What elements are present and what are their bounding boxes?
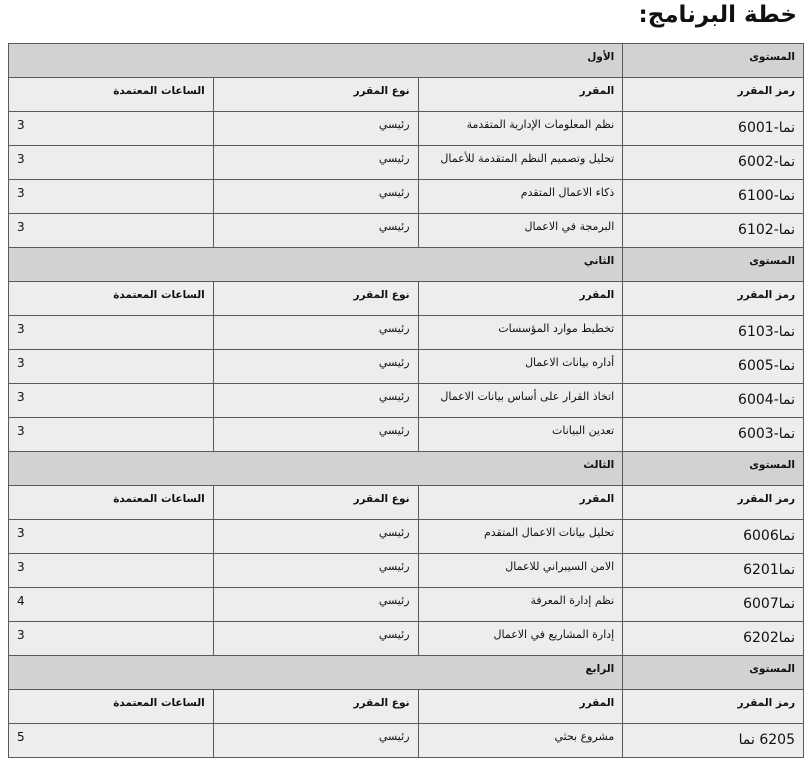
col-header-type: نوع المقرر [353,697,410,709]
level-name-cell [9,44,623,78]
course-code: نما-6103 [738,324,795,340]
table-row [9,418,804,452]
course-type: رئيسي [378,118,410,131]
course-code-cell [623,724,804,758]
credit-hours-cell [9,180,214,214]
level-name-cell [9,656,623,690]
course-type: رئيسي [378,322,410,335]
course-type: رئيسي [378,356,410,369]
table-row [9,520,804,554]
course-name: تعدين البيانات [552,424,615,437]
col-header-course-cell [418,690,623,724]
col-header-course: المقرر [579,85,615,97]
course-code: 6205 نما [738,732,795,748]
header-row [9,486,804,520]
col-header-course-cell [418,78,623,112]
course-type-cell [213,316,418,350]
course-type-cell [213,146,418,180]
course-type: رئيسي [378,730,410,743]
col-header-course: المقرر [579,493,615,505]
col-header-code: رمز المقرر [737,289,795,301]
course-code-cell [623,214,804,248]
credit-hours: 3 [17,390,25,404]
credit-hours-cell [9,112,214,146]
credit-hours-cell [9,214,214,248]
course-code-cell [623,622,804,656]
credit-hours: 5 [17,730,25,744]
col-header-hours-cell [9,486,214,520]
credit-hours: 3 [17,628,25,642]
table-row [9,350,804,384]
course-code-cell [623,520,804,554]
course-type-cell [213,520,418,554]
level-label: المستوى [749,459,795,471]
course-name-cell [418,316,623,350]
course-type-cell [213,622,418,656]
course-name: نظم المعلومات الإدارية المتقدمة [466,118,615,131]
course-code-cell [623,180,804,214]
credit-hours: 3 [17,560,25,574]
col-header-course-cell [418,282,623,316]
credit-hours-cell [9,350,214,384]
level-label-cell [623,248,804,282]
col-header-type-cell [213,282,418,316]
credit-hours: 3 [17,526,25,540]
credit-hours-cell [9,316,214,350]
course-name: ذكاء الاعمال المتقدم [520,186,615,199]
course-name-cell [418,554,623,588]
credit-hours: 4 [17,594,25,608]
course-type-cell [213,554,418,588]
course-code-cell [623,384,804,418]
course-name: أداره بيانات الاعمال [525,356,615,369]
col-header-type-cell [213,690,418,724]
course-name: تخطيط موارد المؤسسات [498,322,615,335]
course-code: نما6202 [743,630,795,646]
level-name: الثاني [583,255,615,267]
course-name: الامن السيبراني للاعمال [505,560,615,573]
course-type-cell [213,588,418,622]
course-code: نما6007 [743,596,795,612]
col-header-hours-cell [9,78,214,112]
table-row [9,112,804,146]
course-type: رئيسي [378,424,410,437]
course-name: البرمجة في الاعمال [524,220,615,233]
course-name-cell [418,588,623,622]
credit-hours-cell [9,384,214,418]
col-header-code: رمز المقرر [737,85,795,97]
col-header-type-cell [213,486,418,520]
level-name: الثالث [583,459,615,471]
credit-hours-cell [9,520,214,554]
table-row [9,146,804,180]
course-type-cell [213,180,418,214]
level-name-cell [9,248,623,282]
course-code-cell [623,350,804,384]
course-name-cell [418,622,623,656]
table-row [9,214,804,248]
credit-hours: 3 [17,186,25,200]
table-row [9,384,804,418]
course-code-cell [623,316,804,350]
table-row [9,180,804,214]
credit-hours-cell [9,588,214,622]
course-name: اتخاذ القرار على أساس بيانات الاعمال [440,390,615,403]
level-row [9,452,804,486]
credit-hours: 3 [17,356,25,370]
course-type: رئيسي [378,152,410,165]
level-row [9,248,804,282]
level-name: الرابع [585,663,615,675]
course-name-cell [418,418,623,452]
col-header-code-cell [623,690,804,724]
level-label: المستوى [749,51,795,63]
course-code: نما-6004 [738,392,795,408]
course-code: نما-6002 [738,154,795,170]
course-type-cell [213,214,418,248]
header-row [9,78,804,112]
col-header-type: نوع المقرر [353,493,410,505]
course-name: تحليل وتصميم النظم المتقدمة للأعمال [440,152,615,165]
course-name: إدارة المشاريع في الاعمال [493,628,615,641]
course-code: نما-6003 [738,426,795,442]
credit-hours-cell [9,724,214,758]
course-code: نما6201 [743,562,795,578]
col-header-hours-cell [9,282,214,316]
course-type-cell [213,384,418,418]
table-row [9,554,804,588]
level-row [9,656,804,690]
course-name-cell [418,180,623,214]
course-code: نما-6001 [738,120,795,136]
course-code: نما-6005 [738,358,795,374]
course-name-cell [418,520,623,554]
col-header-hours: الساعات المعتمدة [113,85,205,97]
col-header-hours: الساعات المعتمدة [113,493,205,505]
course-type: رئيسي [378,628,410,641]
course-type-cell [213,724,418,758]
table-row [9,622,804,656]
level-label-cell [623,44,804,78]
course-code-cell [623,146,804,180]
course-type: رئيسي [378,390,410,403]
course-code-cell [623,554,804,588]
credit-hours: 3 [17,118,25,132]
page-title: خطة البرنامج: [638,2,797,28]
course-type: رئيسي [378,186,410,199]
col-header-code-cell [623,78,804,112]
credit-hours: 3 [17,322,25,336]
header-row [9,690,804,724]
level-label: المستوى [749,255,795,267]
col-header-course: المقرر [579,289,615,301]
credit-hours: 3 [17,220,25,234]
col-header-code: رمز المقرر [737,493,795,505]
course-name-cell [418,350,623,384]
col-header-hours: الساعات المعتمدة [113,697,205,709]
credit-hours: 3 [17,152,25,166]
col-header-type: نوع المقرر [353,289,410,301]
col-header-course-cell [418,486,623,520]
table-row [9,588,804,622]
program-plan-body [9,44,804,758]
level-label-cell [623,656,804,690]
course-type-cell [213,418,418,452]
col-header-type: نوع المقرر [353,85,410,97]
course-type: رئيسي [378,220,410,233]
header-row [9,282,804,316]
level-label: المستوى [749,663,795,675]
credit-hours: 3 [17,424,25,438]
course-type-cell [213,350,418,384]
col-header-hours: الساعات المعتمدة [113,289,205,301]
course-name-cell [418,112,623,146]
course-name-cell [418,214,623,248]
level-name: الأول [587,51,615,63]
col-header-code: رمز المقرر [737,697,795,709]
course-name: مشروع بحثي [554,730,615,743]
col-header-course: المقرر [579,697,615,709]
credit-hours-cell [9,554,214,588]
program-plan-table [8,43,804,758]
table-row [9,724,804,758]
col-header-code-cell [623,486,804,520]
level-label-cell [623,452,804,486]
course-code-cell [623,418,804,452]
course-code-cell [623,588,804,622]
col-header-code-cell [623,282,804,316]
course-type: رئيسي [378,560,410,573]
credit-hours-cell [9,622,214,656]
course-name-cell [418,384,623,418]
course-code-cell [623,112,804,146]
course-name-cell [418,146,623,180]
course-code: نما6006 [743,528,795,544]
level-row [9,44,804,78]
credit-hours-cell [9,146,214,180]
course-type: رئيسي [378,526,410,539]
course-name: تحليل بيانات الاعمال المتقدم [483,526,615,539]
course-type: رئيسي [378,594,410,607]
table-row [9,316,804,350]
course-code: نما-6100 [738,188,795,204]
course-type-cell [213,112,418,146]
course-code: نما-6102 [738,222,795,238]
col-header-hours-cell [9,690,214,724]
course-name: نظم إدارة المعرفة [530,594,615,607]
course-name-cell [418,724,623,758]
credit-hours-cell [9,418,214,452]
level-name-cell [9,452,623,486]
col-header-type-cell [213,78,418,112]
